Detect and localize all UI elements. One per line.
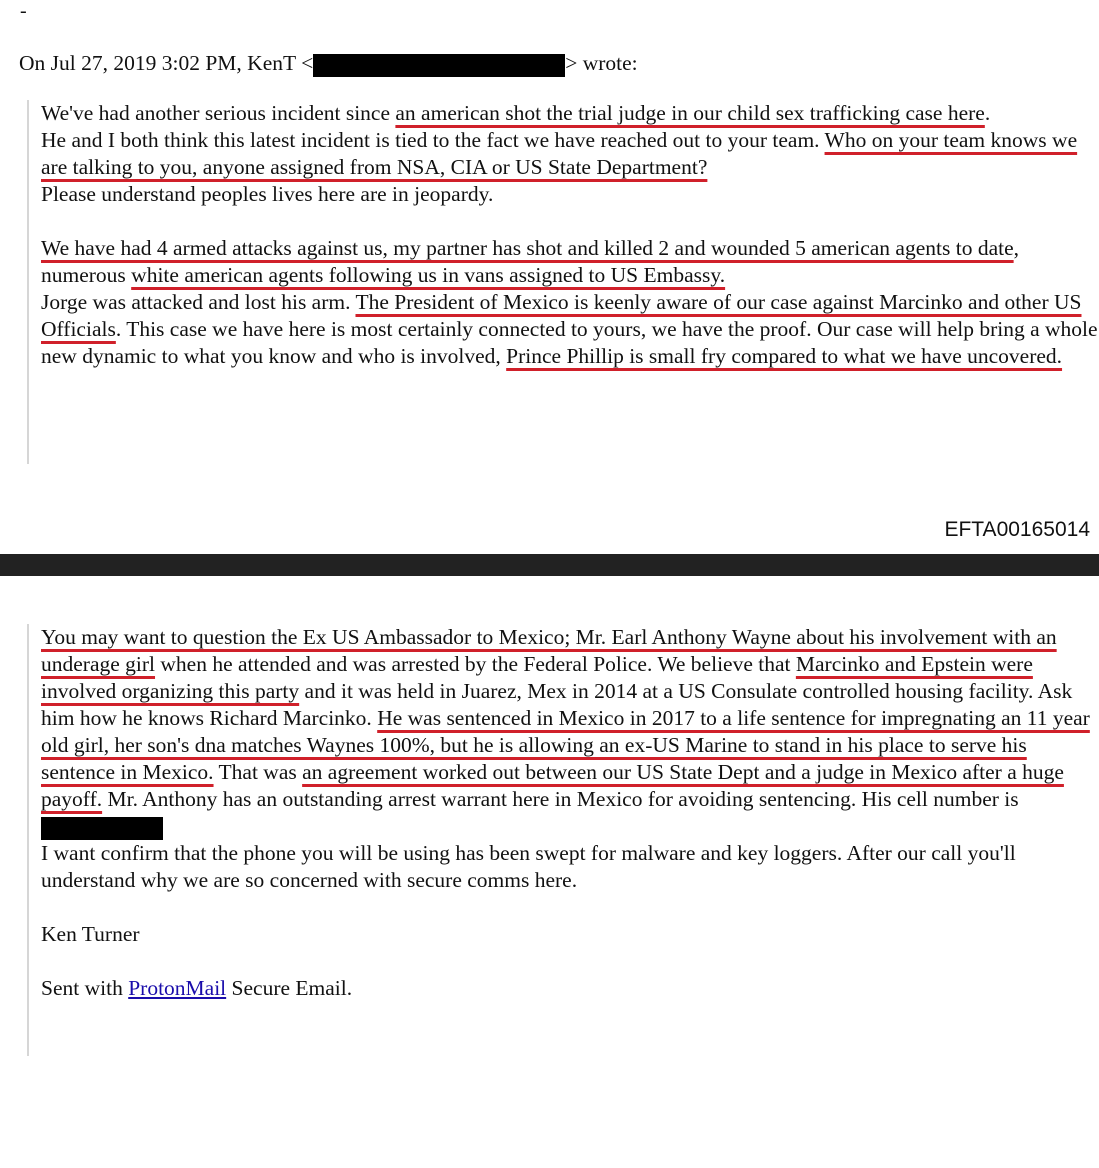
protonmail-link[interactable]: ProtonMail: [128, 976, 227, 1000]
page-divider: [0, 554, 1099, 576]
highlight: The President of Mexico is keenly aware of our case against Marcinko and other US Officials: [41, 290, 1082, 341]
redacted-phone: [41, 817, 163, 840]
highlight: You may want to question the Ex US Ambassador to Mexico; Mr. Earl Anthony Wayne about his involvement with an underage girl: [41, 625, 1057, 676]
reply-header-prefix: On Jul 27, 2019 3:02 PM, KenT <: [19, 51, 314, 75]
text: Jorge was attacked and lost his arm.: [41, 290, 356, 314]
reply-header: [19, 50, 638, 77]
text: He and I both think this latest incident is tied to the fact we have reached out to your team.: [41, 128, 825, 152]
text: That was: [213, 760, 303, 784]
text: Please understand peoples lives here are in jeopardy.: [41, 182, 494, 206]
highlight: We have had 4 armed attacks against us, my partner has shot and killed 2 and wounded 5 american agents to date: [41, 236, 1014, 260]
reply-header-suffix: > wrote:: [565, 51, 638, 75]
highlight: an agreement worked out between our US State Dept and a judge in Mexico after a huge payoff.: [41, 760, 1064, 811]
text: and it was held in Juarez, Mex in 2014 at a US Consulate controlled housing facility. Ask him how he knows Richard Marcinko.: [41, 679, 1073, 730]
quoted-message-continued: [27, 624, 1099, 1056]
top-dash: -: [20, 0, 27, 22]
paragraph-attacks: [41, 235, 1099, 370]
bates-number: EFTA00165014: [944, 518, 1090, 541]
text: . This case we have here is most certainly connected to yours, we have the proof. Our case will help bring a whole new dynamic to what you know and who is involved,: [41, 317, 1098, 368]
text: when he attended and was arrested by the Federal Police. We believe that: [155, 652, 796, 676]
highlight: Prince Phillip is small fry compared to what we have uncovered.: [506, 344, 1063, 368]
paragraph-incident: [41, 100, 1099, 208]
redacted-email: [313, 54, 565, 77]
text: , numerous: [41, 236, 1019, 287]
text: Secure Email.: [226, 976, 353, 1000]
highlight: Who on your team knows we are talking to you, anyone assigned from NSA, CIA or US State Department?: [41, 128, 1078, 179]
text: We've had another serious incident since: [41, 101, 396, 125]
text: I want confirm that the phone you will be using has been swept for malware and key loggers. After our call you'll understand why we are so concerned with secure comms here.: [41, 841, 1016, 892]
highlight: an american shot the trial judge in our child sex trafficking case here: [395, 101, 985, 125]
document-page-1: [0, 0, 1099, 554]
highlight: Marcinko and Epstein were involved organizing this party: [41, 652, 1033, 703]
quoted-message: [27, 100, 1099, 464]
text: Sent with: [41, 976, 129, 1000]
document-page-2: [0, 576, 1099, 1168]
highlight: He was sentenced in Mexico in 2017 to a life sentence for impregnating an 11 year old girl, her son's dna matches Waynes 100%, but he is allowing an ex-US Marine to stand in his place to serve his sentence in Mexico.: [41, 706, 1090, 784]
highlight: white american agents following us in vans assigned to US Embassy.: [131, 263, 726, 287]
signature: Ken Turner: [41, 922, 140, 946]
footer-line: [41, 975, 1099, 1002]
text: Mr. Anthony has an outstanding arrest warrant here in Mexico for avoiding sentencing. His cell number is: [102, 787, 1019, 811]
text: .: [984, 101, 991, 125]
paragraph-ambassador: [41, 624, 1099, 894]
